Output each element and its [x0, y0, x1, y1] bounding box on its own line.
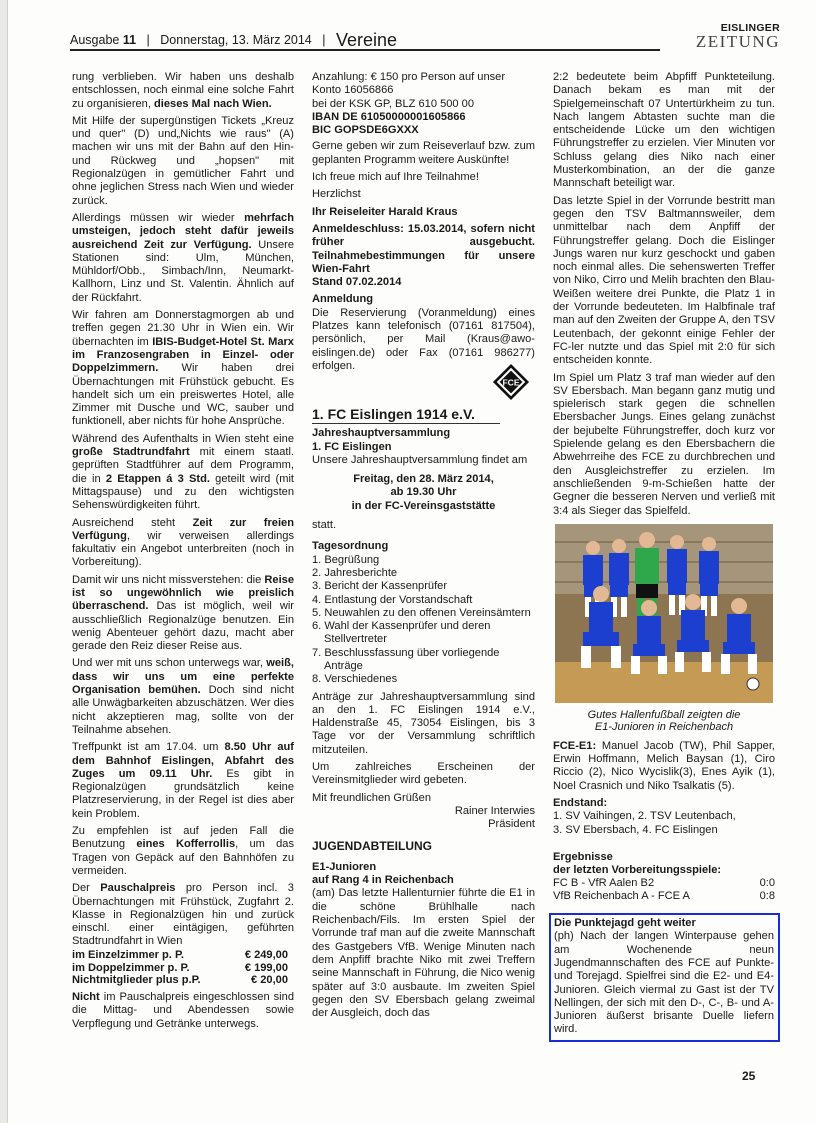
price-row: im Doppelzimmer p. P. € 199,00: [72, 961, 288, 974]
column-1: [72, 71, 294, 1035]
paragraph: Nicht im Pauschalpreis eingeschlossen sind die Mittag- und Abendessen sowie Verpflegung und Getränke unterwegs.: [72, 991, 294, 1030]
team-photo: [553, 522, 775, 705]
paragraph: Treffpunkt ist am 17.04. um 8.50 Uhr auf dem Bahnhof Eislingen, Abfahrt des Zuges um 09.11 Uhr. Es gibt in Regionalzügen grundsätzlich keine Platzreservierung, in der Regel ist dies aber kein Problem.: [72, 741, 295, 820]
paragraph: Der Pauschalpreis pro Person incl. 3 Übernachtungen mit Frühstück, Zugfahrt 2. Klasse in Regionalzügen hin und zurück einschl. einer eintägigen, geführten Stadtrundfahrt in Wien: [72, 882, 294, 948]
box-heading: Die Punktejagd geht weiter: [554, 917, 696, 930]
signer-role: Präsident: [488, 818, 535, 831]
paragraph: Damit wir uns nicht missverstehen: die Reise ist so ungewöhnlich wie preislich überraschend. Das ist möglich, weil wir ausschließlich Regionalzüge benutzen. Ein wenig Abenteuer gehört dazu, macht aber gerade den Reiz dieser Reise aus.: [72, 573, 294, 653]
agenda-item: 7. Beschlussfassung über vorliegende Anträge: [312, 646, 500, 672]
registration-heading: Anmeldung: [312, 293, 374, 306]
price-row: Nichtmitglieder plus p.P. € 20,00: [72, 974, 288, 987]
column-3: [553, 71, 775, 1042]
agenda-item: 6. Wahl der Kassenprüfer und deren Stellvertreter: [312, 620, 491, 646]
newspaper-logo: EISLINGER ZEITUNG: [695, 22, 780, 51]
paragraph: rung verblieben. Wir haben uns deshalb entschlossen, noch einmal eine solche Fahrt zu organisieren, dieses Mal nach Wien.: [72, 71, 294, 110]
standing-line: 1. SV Vaihingen, 2. TSV Leutenbach,: [553, 810, 736, 823]
agenda-item: 5. Neuwahlen zu den offenen Vereinsämtern: [312, 606, 531, 619]
agenda-item: 8. Verschiedenes: [312, 673, 398, 686]
football-icon: [747, 678, 759, 690]
agenda-list: [312, 554, 535, 687]
header-meta: Ausgabe 11 | Donnerstag, 13. März 2014 | Vereine: [70, 30, 398, 50]
paragraph: Das letzte Spiel in der Vorrunde bestritt man gegen den TSV Baltmannsweiler, dem unmittelbar nach dem Anpfiff der Führungstreffer gelang. Doch die Eislinger Jungs waren nur kurz geschockt und gaben noch einmal alles. Die sehenswerten Treffer von Niko, Cirro und Melih brachten den Blau-Weißen weitere drei Punkte, die Platz 1 in der Vorrunde bedeuteten. Im Halbfinale traf man auf den Zweiten der Gruppe A, den TSV Leutenbach, der gekonnt einige Fehler der FC-ler nutzte und das Spiel mit 2:0 für sich entscheiden konnte.: [553, 194, 775, 367]
page-header: [70, 22, 782, 52]
paragraph: 2:2 bedeutete beim Abpfiff Punkteteilung. Danach bekam es man mit der Spielgemeinschaft 07 Untertürkheim zu tun. Nach langem Abtasten suchte man die entscheidende Lücke um den wichtigen Führungstreffer zu erzielen. Vier Minuten vor Schluss gelang dies Niko nach einer Musterkombination, an der die ganze Mannschaft beteiligt war.: [553, 71, 775, 190]
jhv-heading: Jahreshauptversammlung: [312, 427, 451, 440]
e1-heading: E1-Junioren: [312, 860, 377, 873]
highlight-box: [549, 913, 780, 1042]
signature: Ihr Reiseleiter Harald Kraus: [312, 205, 458, 218]
paragraph: Gerne geben wir zum Reiseverlauf bzw. zum geplanten Programm weitere Auskünfte!: [312, 140, 535, 166]
result-row: VfB Reichenbach A - FCE A 0:8: [553, 890, 775, 903]
fce-logo-icon: [492, 363, 530, 401]
photo-caption: Gutes Hallenfußball zeigten die E1-Junioren in Reichenbach: [587, 708, 741, 734]
results-heading: Ergebnisse: [553, 850, 613, 863]
paragraph: Mit freundlichen Grüßen: [312, 791, 432, 804]
paragraph: (am) Das letzte Hallenturnier führte die E1 in die schöne Brühlhalle nach Reichenbach/Fils. Im ersten Spiel der Vorrunde traf man auf die zweite Mannschaft des Gastgebers VfB. Wenige Minuten nach dem Anpfiff brachte Niko mit zwei Treffern seine Mannschaft in Führung, die Nico wenig später auf 3:0 ausbaute. Im zweiten Spiel gegen den SV Ebersbach gelang zweimal der Ausgleich, doch das: [312, 887, 535, 1020]
club-title: 1. FC Eislingen 1914 e.V.: [312, 405, 475, 422]
page-number: 25: [742, 1069, 756, 1083]
agenda-item: 2. Jahresberichte: [312, 566, 398, 579]
paragraph: Mit Hilfe der supergünstigen Tickets „Kreuz und quer" (D) und„Nichts wie raus" (A) machen wir uns mit der Bahn auf den Hin- und Rückweg und „hopsen" mit Regionalzügen in gemütlicher Fahrt und ohne jeglichen Stress nach Wien und wieder zurück.: [72, 114, 294, 207]
iban: IBAN DE 61050000001605866: [312, 110, 466, 123]
paragraph: Im Spiel um Platz 3 traf man wieder auf den SV Ebersbach. Man begann ganz mutig und spielerisch stark gegen die schnellen Ebersbacher Jungs. Eines gelang zunächst der bejubelte Führungstreffer, doch kurz vor Spielende gelang es den Ebersbachern die Abwehrreihe des FCE zu durchbrechen und den Ausgleichstreffer zu erzielen. Im anschließenden 9-m-Schießen hatte der Gegner die besseren Nerven und verließ mit 3:4 als Sieger das Spielfeld.: [553, 371, 775, 517]
jhv-club: 1. FC Eislingen: [312, 440, 392, 453]
paragraph: Unsere Jahreshauptversammlung findet am: [312, 453, 528, 466]
youth-heading: JUGENDABTEILUNG: [312, 838, 433, 853]
fce-logo-text: FCE: [502, 377, 520, 388]
paragraph: Während des Aufenthalts in Wien steht eine große Stadtrundfahrt mit einem staatl. geprüften Stadtführer auf dem Programm, die in 2 Etappen á 3 Std. geteilt wird (mit Mittagspause) und zu den wichtigsten Sehenswürdigkeiten führt.: [72, 432, 294, 512]
jhv-time: ab 19.30 Uhr: [390, 486, 457, 499]
section-title: Vereine: [335, 30, 398, 50]
standing-line: 3. SV Ebersbach, 4. FC Eislingen: [553, 823, 718, 836]
paragraph: Um zahlreiches Erscheinen der Vereinsmitglieder wird gebeten.: [312, 761, 535, 787]
column-2: [312, 71, 535, 1024]
team-lineup: FCE-E1: Manuel Jacob (TW), Phil Sapper, Erwin Hoffmann, Melich Baysan (1), Ciro Riccio (2), Nico Wycislik(3), Enes Ayik (1), Noel Crasnich und Niko Tsalkatis (5).: [553, 739, 775, 792]
box-text: (ph) Nach der langen Winterpause gehen am Wochenende neun Jugendmannschaften des FCE auf Punkte- und Torejagd. Spielfrei sind die E2- und E4-Junioren. Gleich viermal zu Gast ist der TV Nellingen, der sich mit den D-, C-, B- und A-Junioren äußerst brisante Duelle liefern wird.: [554, 930, 774, 1036]
agenda-item: 4. Entlastung der Vorstandschaft: [312, 593, 473, 606]
paragraph: Anträge zur Jahreshauptversammlung sind an den 1. FC Eislingen 1914 e.V., Haldenstraße 45, 73054 Eislingen, bis 3 Tage vor der Versammlung schriftlich mitzuteilen.: [312, 690, 535, 756]
scan-edge: [0, 0, 8, 1123]
paragraph: Ich freue mich auf Ihre Teilnahme!: [312, 171, 479, 184]
paragraph: Und wer mit uns schon unterwegs war, weiß, dass wir uns um eine perfekte Organisation bemühen. Doch sind nicht alle Unwägbarkeiten abzuschätzen. Wer dies nicht akzeptieren mag, sollte von der Teilnahme absehen.: [72, 657, 294, 736]
result-row: FC B - VfR Aalen B2 0:0: [553, 877, 775, 890]
club-heading: [312, 377, 535, 422]
price-row: im Einzelzimmer p. P. € 249,00: [72, 948, 288, 961]
deadline: Anmeldeschluss: 15.03.2014, sofern nicht früher ausgebucht. Teilnahmebestimmungen für unsere Wien-Fahrt: [312, 222, 535, 275]
header-rule: [70, 49, 660, 51]
agenda-item: 1. Begrüßung: [312, 553, 380, 566]
price-table: [72, 949, 294, 987]
payment-info: Anzahlung: € 150 pro Person auf unser Konto 16056866 bei der KSK GP, BLZ 610 500 00 IBAN DE 61050000001605866 BIC GOPSDE6GXXX: [312, 71, 535, 137]
results-table: [553, 877, 775, 903]
results-subheading: der letzten Vorbereitungsspiele:: [553, 864, 722, 877]
paragraph: Herzlichst: [312, 188, 361, 201]
paragraph: Wir fahren am Donnerstagmorgen ab und treffen gegen 21.30 Uhr in Wien ein. Wir übernachten im IBIS-Budget-Hotel St. Marx im Franzosengraben in Einzel- oder Doppelzimmern. Wir haben drei Übernachtungen mit Frühstück gebucht. Es handelt sich um ein preiswertes Hotel, alle Zimmer mit Dusche und WC, sauber und funktionell, aber nichts für hohe Ansprüche.: [72, 309, 294, 428]
issue-date: Donnerstag, 13. März 2014: [160, 33, 312, 47]
signer-name: Rainer Interwies: [454, 804, 535, 817]
agenda-heading: Tagesordnung: [312, 540, 389, 553]
e1-subheading: auf Rang 4 in Reichenbach: [312, 874, 454, 887]
paragraph: Die Reservierung (Voranmeldung) eines Platzes kann telefonisch (07161 817504), persönlich, per Mail (Kraus@awo-eislingen.de) oder Fax (07161 986277) erfolgen.: [312, 306, 535, 372]
paragraph: Zu empfehlen ist auf jeden Fall die Benutzung eines Kofferrollis, um das Tragen von Gepäck auf den Bahnhöfen zu vermeiden.: [72, 825, 295, 877]
stand-date: Stand 07.02.2014: [312, 276, 402, 289]
paragraph: statt.: [312, 519, 337, 532]
paragraph: Ausreichend steht Zeit zur freien Verfügung, wir verweisen allerdings fakultativ ein Angebot unterbreiten (noch in Vorbereitung).: [72, 516, 294, 569]
issue-number: 11: [122, 33, 137, 47]
agenda-item: 3. Bericht der Kassenprüfer: [312, 580, 448, 593]
jhv-location: in der FC-Vereinsgaststätte: [351, 499, 496, 512]
jhv-date: Freitag, den 28. März 2014,: [353, 473, 494, 486]
paragraph: Allerdings müssen wir wieder mehrfach umsteigen, jedoch steht dafür jeweils ausreichend Zeit zur Verfügung. Unsere Stationen sind: Ulm, München, Mühldorf/Obb., Simbach/Inn, Neumarkt-Kallhorn, Linz und St. Valentin. Ähnlich auf der Rückfahrt.: [72, 211, 295, 304]
bic: BIC GOPSDE6GXXX: [312, 124, 419, 137]
standing-heading: Endstand:: [553, 796, 608, 809]
